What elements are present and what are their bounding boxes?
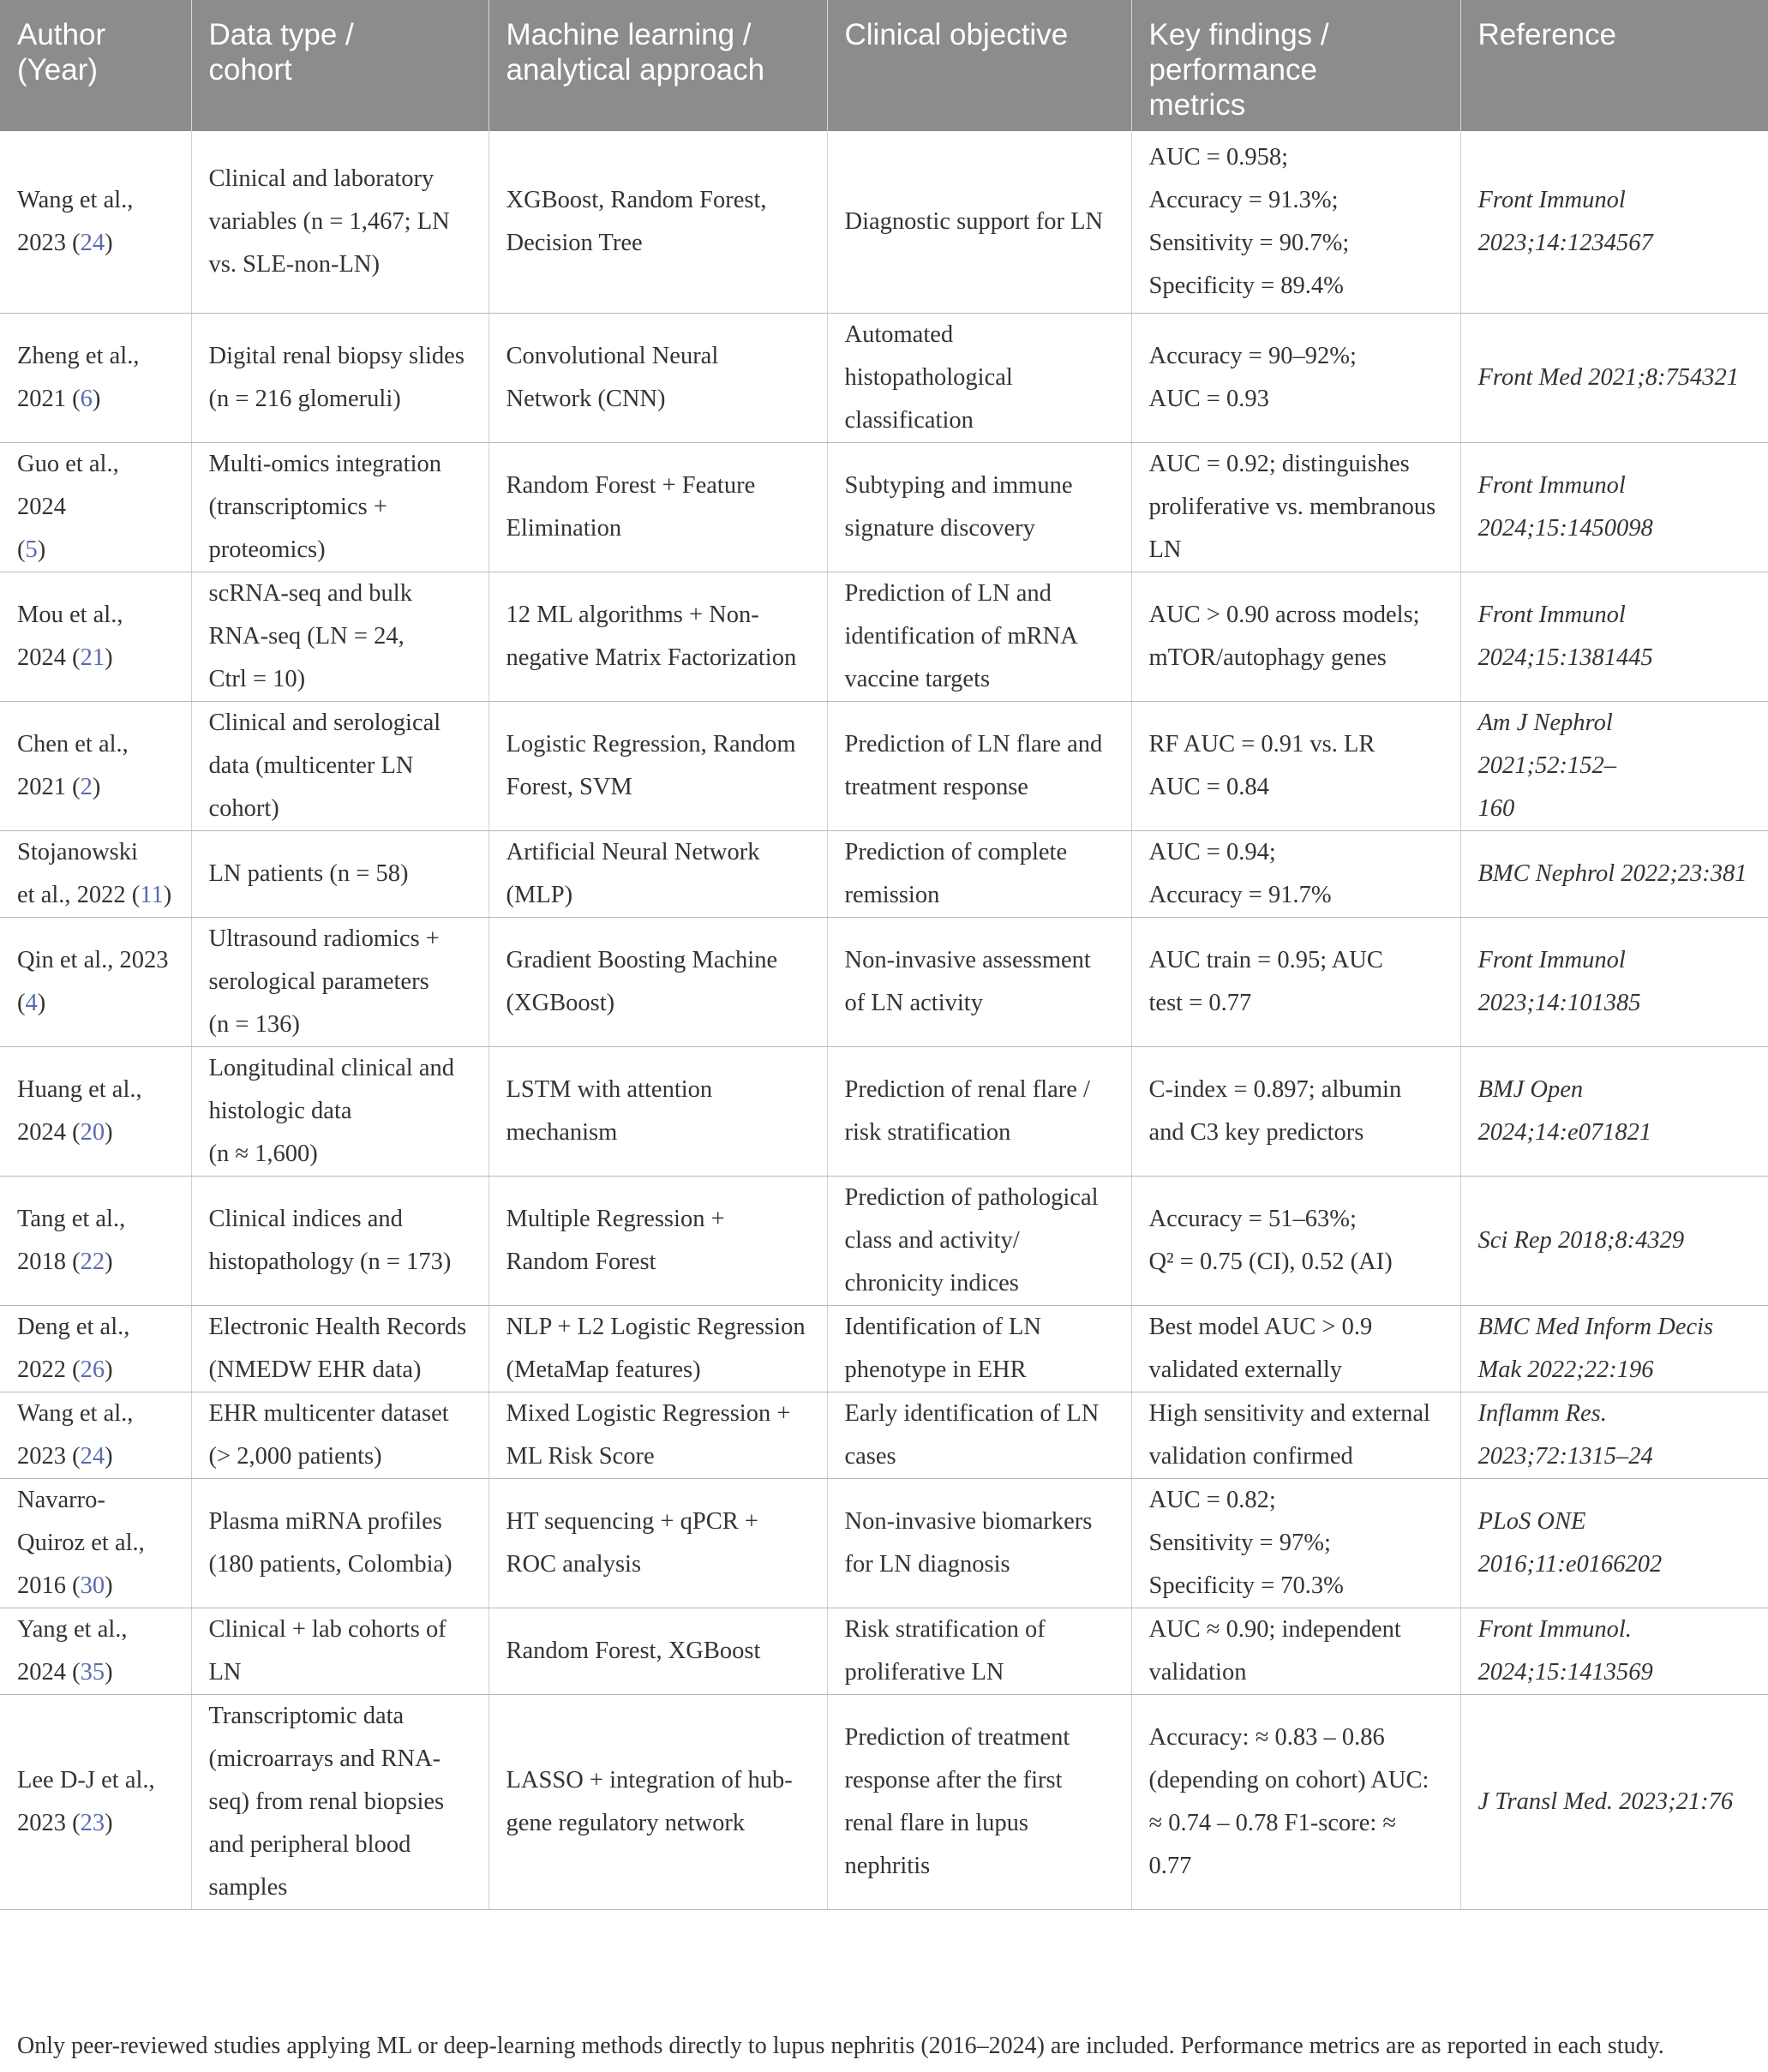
cell-data-type-text: Transcriptomic data (microarrays and RNA- seq) from renal biopsies and peripheral blood samples <box>208 1702 445 1901</box>
cell-reference-text: Front Immunol. 2024;15:1413569 <box>1477 1615 1653 1686</box>
citation-close-paren: ) <box>105 1248 113 1275</box>
cell-reference-text: Inflamm Res. 2023;72:1315–24 <box>1477 1399 1653 1470</box>
cell-clinical-objective <box>827 1305 1131 1392</box>
author-text: Stojanowski et al., 2022 ( <box>17 838 141 908</box>
citation-close-paren: ) <box>92 385 101 412</box>
table-row <box>0 830 1768 917</box>
cell-reference <box>1460 313 1768 442</box>
citation-close-paren: ) <box>105 1356 113 1383</box>
cell-data-type <box>191 1478 488 1608</box>
cell-data-type <box>191 572 488 701</box>
cell-data-type <box>191 1305 488 1392</box>
citation-close-paren: ) <box>105 229 113 256</box>
author-text: Lee D-J et al., 2023 ( <box>17 1766 155 1836</box>
cell-data-type <box>191 701 488 830</box>
table-footnote: Only peer-reviewed studies applying ML or deep-learning methods directly to lupus nephritis (2016–2024) are included. Performance metrics are as reported in each study. <box>17 2033 1664 2059</box>
cell-key-findings <box>1131 572 1460 701</box>
header-reference: Reference <box>1460 0 1768 131</box>
cell-data-type <box>191 1176 488 1305</box>
cell-data-type-text: Clinical indices and histopathology (n = 173) <box>208 1205 452 1275</box>
table-row <box>0 313 1768 442</box>
cell-data-type <box>191 131 488 313</box>
cell-ml-approach-text: HT sequencing + qPCR + ROC analysis <box>506 1507 758 1578</box>
cell-author <box>0 1694 191 1909</box>
cell-key-findings <box>1131 1608 1460 1694</box>
cell-key-findings <box>1131 1046 1460 1176</box>
author-text: Tang et al., 2018 ( <box>17 1205 126 1275</box>
header-clinical-objective: Clinical objective <box>827 0 1131 131</box>
cell-reference-text: BMJ Open 2024;14:e071821 <box>1477 1075 1652 1146</box>
cell-key-findings-text: Best model AUC > 0.9 validated externally <box>1148 1313 1373 1383</box>
cell-ml-approach-text: Random Forest + Feature Elimination <box>506 471 756 542</box>
cell-clinical-objective <box>827 917 1131 1046</box>
cell-author <box>0 442 191 572</box>
citation-link[interactable]: 24 <box>80 229 105 256</box>
cell-key-findings <box>1131 313 1460 442</box>
citation-close-paren: ) <box>105 1809 113 1836</box>
cell-reference-text: J Transl Med. 2023;21:76 <box>1477 1788 1734 1815</box>
citation-link[interactable]: 30 <box>80 1572 105 1599</box>
citation-close-paren: ) <box>105 1118 113 1146</box>
table-row <box>0 442 1768 572</box>
cell-reference-text: Front Immunol 2024;15:1450098 <box>1477 471 1653 542</box>
table-row <box>0 572 1768 701</box>
cell-reference <box>1460 830 1768 917</box>
cell-data-type <box>191 442 488 572</box>
cell-ml-approach-text: NLP + L2 Logistic Regression (MetaMap features) <box>506 1313 806 1383</box>
cell-author <box>0 1608 191 1694</box>
cell-data-type-text: Plasma miRNA profiles (180 patients, Colombia) <box>208 1507 452 1578</box>
citation-link[interactable]: 11 <box>140 881 164 908</box>
cell-key-findings-text: AUC ≈ 0.90; independent validation <box>1148 1615 1401 1686</box>
cell-reference-text: PLoS ONE 2016;11:e0166202 <box>1477 1507 1663 1578</box>
cell-author <box>0 1392 191 1478</box>
cell-reference-text: BMC Nephrol 2022;23:381 <box>1477 859 1747 887</box>
cell-clinical-objective <box>827 1176 1131 1305</box>
cell-data-type-text: scRNA-seq and bulk RNA-seq (LN = 24, Ctrl = 10) <box>208 579 412 692</box>
cell-data-type <box>191 313 488 442</box>
author-text: Wang et al., 2023 ( <box>17 186 134 256</box>
cell-clinical-objective-text: Prediction of treatment response after the first renal flare in lupus nephritis <box>844 1723 1070 1879</box>
cell-reference <box>1460 131 1768 313</box>
cell-ml-approach-text: Gradient Boosting Machine (XGBoost) <box>506 946 778 1016</box>
citation-close-paren: ) <box>105 644 113 671</box>
cell-key-findings <box>1131 917 1460 1046</box>
cell-clinical-objective-text: Prediction of LN flare and treatment response <box>844 730 1103 800</box>
table-body <box>0 131 1768 1909</box>
author-text: Yang et al., 2024 ( <box>17 1615 128 1686</box>
cell-reference-text: Front Immunol 2023;14:1234567 <box>1477 186 1653 256</box>
author-text: Deng et al., 2022 ( <box>17 1313 130 1383</box>
cell-clinical-objective-text: Subtyping and immune signature discovery <box>844 471 1073 542</box>
citation-link[interactable]: 4 <box>25 989 38 1016</box>
cell-key-findings <box>1131 442 1460 572</box>
cell-author <box>0 131 191 313</box>
cell-data-type-text: Longitudinal clinical and histologic data (n ≈ 1,600) <box>208 1054 455 1167</box>
cell-clinical-objective-text: Risk stratification of proliferative LN <box>844 1615 1046 1686</box>
header-row <box>0 0 1768 131</box>
cell-ml-approach <box>488 1305 827 1392</box>
cell-key-findings-text: AUC > 0.90 across models; mTOR/autophagy genes <box>1148 601 1420 671</box>
cell-clinical-objective-text: Prediction of renal flare / risk stratification <box>844 1075 1090 1146</box>
author-text: Navarro- Quiroz et al., 2016 ( <box>17 1486 145 1599</box>
cell-reference <box>1460 1176 1768 1305</box>
cell-ml-approach-text: Multiple Regression + Random Forest <box>506 1205 725 1275</box>
cell-reference <box>1460 1305 1768 1392</box>
cell-reference <box>1460 1608 1768 1694</box>
cell-reference <box>1460 442 1768 572</box>
cell-data-type <box>191 830 488 917</box>
header-data-type: Data type / cohort <box>191 0 488 131</box>
cell-key-findings-text: C-index = 0.897; albumin and C3 key predictors <box>1148 1075 1402 1146</box>
citation-link[interactable]: 26 <box>80 1356 105 1383</box>
cell-key-findings-text: High sensitivity and external validation confirmed <box>1148 1399 1430 1470</box>
cell-reference-text: Front Immunol 2023;14:101385 <box>1477 946 1641 1016</box>
cell-clinical-objective-text: Early identification of LN cases <box>844 1399 1100 1470</box>
cell-key-findings-text: Accuracy = 90–92%; AUC = 0.93 <box>1148 342 1357 412</box>
cell-reference <box>1460 701 1768 830</box>
citation-link[interactable]: 6 <box>80 385 93 412</box>
cell-ml-approach <box>488 830 827 917</box>
citation-close-paren: ) <box>105 1572 113 1599</box>
cell-reference <box>1460 1694 1768 1909</box>
citation-link[interactable]: 35 <box>80 1658 105 1686</box>
citation-link[interactable]: 2 <box>80 773 93 800</box>
cell-data-type <box>191 917 488 1046</box>
cell-data-type <box>191 1694 488 1909</box>
header-author: Author (Year) <box>0 0 191 131</box>
cell-data-type <box>191 1046 488 1176</box>
cell-ml-approach <box>488 1046 827 1176</box>
cell-author <box>0 572 191 701</box>
cell-clinical-objective <box>827 131 1131 313</box>
cell-data-type-text: Electronic Health Records (NMEDW EHR data) <box>208 1313 467 1383</box>
table-row <box>0 1176 1768 1305</box>
cell-clinical-objective <box>827 1392 1131 1478</box>
table-header <box>0 0 1768 131</box>
cell-data-type-text: Ultrasound radiomics + serological parameters (n = 136) <box>208 925 440 1038</box>
cell-clinical-objective-text: Non-invasive biomarkers for LN diagnosis <box>844 1507 1093 1578</box>
cell-clinical-objective-text: Non-invasive assessment of LN activity <box>844 946 1091 1016</box>
cell-key-findings-text: AUC = 0.92; distinguishes proliferative vs. membranous LN <box>1148 450 1436 563</box>
cell-data-type <box>191 1392 488 1478</box>
cell-reference <box>1460 572 1768 701</box>
citation-link[interactable]: 21 <box>80 644 105 671</box>
cell-author <box>0 917 191 1046</box>
table-row <box>0 701 1768 830</box>
cell-reference <box>1460 1478 1768 1608</box>
citation-close-paren: ) <box>37 536 46 563</box>
cell-key-findings-text: AUC train = 0.95; AUC test = 0.77 <box>1148 946 1383 1016</box>
author-text: Chen et al., 2021 ( <box>17 730 129 800</box>
table-row <box>0 917 1768 1046</box>
cell-key-findings-text: Accuracy = 51–63%; Q² = 0.75 (CI), 0.52 (AI) <box>1148 1205 1393 1275</box>
author-text: Guo et al., 2024 ( <box>17 450 119 563</box>
cell-key-findings-text: Accuracy: ≈ 0.83 – 0.86 (depending on cohort) AUC: ≈ 0.74 – 0.78 F1-score: ≈ 0.77 <box>1148 1723 1429 1879</box>
cell-reference-text: Am J Nephrol 2021;52:152– 160 <box>1477 709 1616 822</box>
cell-clinical-objective-text: Prediction of complete remission <box>844 838 1068 908</box>
cell-author <box>0 1478 191 1608</box>
author-text: Zheng et al., 2021 ( <box>17 342 140 412</box>
cell-author <box>0 1046 191 1176</box>
cell-data-type-text: Clinical + lab cohorts of LN <box>208 1615 446 1686</box>
cell-key-findings <box>1131 131 1460 313</box>
cell-ml-approach <box>488 313 827 442</box>
cell-key-findings <box>1131 830 1460 917</box>
cell-clinical-objective-text: Prediction of pathological class and activity/ chronicity indices <box>844 1183 1099 1296</box>
cell-ml-approach-text: LASSO + integration of hub- gene regulatory network <box>506 1766 793 1836</box>
cell-author <box>0 313 191 442</box>
cell-key-findings <box>1131 1392 1460 1478</box>
citation-link[interactable]: 23 <box>80 1809 105 1836</box>
citation-close-paren: ) <box>37 989 46 1016</box>
cell-ml-approach <box>488 572 827 701</box>
citation-close-paren: ) <box>163 881 172 908</box>
cell-clinical-objective <box>827 313 1131 442</box>
cell-data-type <box>191 1608 488 1694</box>
cell-clinical-objective <box>827 701 1131 830</box>
cell-reference-text: Front Immunol 2024;15:1381445 <box>1477 601 1653 671</box>
cell-ml-approach-text: XGBoost, Random Forest, Decision Tree <box>506 186 767 256</box>
cell-key-findings <box>1131 1694 1460 1909</box>
cell-clinical-objective <box>827 1046 1131 1176</box>
table-row <box>0 131 1768 313</box>
cell-clinical-objective <box>827 830 1131 917</box>
header-key-findings: Key findings / performance metrics <box>1131 0 1460 131</box>
cell-key-findings-text: AUC = 0.958; Accuracy = 91.3%; Sensitivity = 90.7%; Specificity = 89.4% <box>1148 143 1350 299</box>
cell-author <box>0 1305 191 1392</box>
cell-clinical-objective-text: Prediction of LN and identification of mRNA vaccine targets <box>844 579 1078 692</box>
cell-ml-approach-text: Convolutional Neural Network (CNN) <box>506 342 719 412</box>
table-row <box>0 1608 1768 1694</box>
citation-close-paren: ) <box>105 1442 113 1470</box>
citation-close-paren: ) <box>92 773 101 800</box>
table-row <box>0 1046 1768 1176</box>
cell-ml-approach-text: 12 ML algorithms + Non- negative Matrix Factorization <box>506 601 797 671</box>
author-text: Wang et al., 2023 ( <box>17 1399 134 1470</box>
cell-ml-approach <box>488 1694 827 1909</box>
cell-data-type-text: Digital renal biopsy slides (n = 216 glomeruli) <box>208 342 464 412</box>
header-ml-approach: Machine learning / analytical approach <box>488 0 827 131</box>
cell-ml-approach <box>488 131 827 313</box>
cell-reference <box>1460 917 1768 1046</box>
cell-key-findings-text: AUC = 0.94; Accuracy = 91.7% <box>1148 838 1332 908</box>
table-row <box>0 1305 1768 1392</box>
cell-data-type-text: LN patients (n = 58) <box>208 859 409 887</box>
table-row <box>0 1694 1768 1909</box>
cell-ml-approach <box>488 917 827 1046</box>
cell-key-findings <box>1131 1305 1460 1392</box>
cell-key-findings <box>1131 701 1460 830</box>
cell-ml-approach <box>488 442 827 572</box>
cell-reference-text: BMC Med Inform Decis Mak 2022;22:196 <box>1477 1313 1714 1383</box>
table-row <box>0 1478 1768 1608</box>
cell-reference-text: Sci Rep 2018;8:4329 <box>1477 1226 1685 1254</box>
citation-link[interactable]: 24 <box>80 1442 105 1470</box>
cell-data-type-text: EHR multicenter dataset (> 2,000 patients) <box>208 1399 449 1470</box>
cell-ml-approach <box>488 1392 827 1478</box>
cell-ml-approach <box>488 1176 827 1305</box>
cell-ml-approach-text: Logistic Regression, Random Forest, SVM <box>506 730 796 800</box>
cell-key-findings <box>1131 1176 1460 1305</box>
cell-reference <box>1460 1046 1768 1176</box>
cell-clinical-objective <box>827 1478 1131 1608</box>
cell-clinical-objective-text: Diagnostic support for LN <box>844 207 1104 235</box>
cell-author <box>0 701 191 830</box>
cell-data-type-text: Multi-omics integration (transcriptomics + proteomics) <box>208 450 442 563</box>
cell-ml-approach-text: Random Forest, XGBoost <box>506 1637 761 1664</box>
citation-link[interactable]: 22 <box>80 1248 105 1275</box>
cell-ml-approach <box>488 701 827 830</box>
cell-author <box>0 830 191 917</box>
cell-clinical-objective-text: Identification of LN phenotype in EHR <box>844 1313 1042 1383</box>
cell-ml-approach-text: LSTM with attention mechanism <box>506 1075 713 1146</box>
cell-key-findings-text: AUC = 0.82; Sensitivity = 97%; Specificity = 70.3% <box>1148 1486 1344 1599</box>
cell-reference <box>1460 1392 1768 1478</box>
citation-link[interactable]: 20 <box>80 1118 105 1146</box>
cell-key-findings-text: RF AUC = 0.91 vs. LR AUC = 0.84 <box>1148 730 1375 800</box>
cell-clinical-objective <box>827 1694 1131 1909</box>
table-row <box>0 1392 1768 1478</box>
citation-link[interactable]: 5 <box>25 536 38 563</box>
cell-ml-approach-text: Artificial Neural Network (MLP) <box>506 838 760 908</box>
cell-key-findings <box>1131 1478 1460 1608</box>
cell-ml-approach <box>488 1478 827 1608</box>
cell-clinical-objective-text: Automated histopathological classification <box>844 320 1013 434</box>
citation-close-paren: ) <box>105 1658 113 1686</box>
cell-clinical-objective <box>827 442 1131 572</box>
author-text: Huang et al., 2024 ( <box>17 1075 142 1146</box>
author-text: Mou et al., 2024 ( <box>17 601 123 671</box>
cell-author <box>0 1176 191 1305</box>
cell-ml-approach <box>488 1608 827 1694</box>
cell-clinical-objective <box>827 572 1131 701</box>
cell-reference-text: Front Med 2021;8:754321 <box>1477 363 1739 391</box>
cell-ml-approach-text: Mixed Logistic Regression + ML Risk Score <box>506 1399 791 1470</box>
author-text: Qin et al., 2023 ( <box>17 946 169 1016</box>
cell-clinical-objective <box>827 1608 1131 1694</box>
cell-data-type-text: Clinical and serological data (multicenter LN cohort) <box>208 709 441 822</box>
cell-data-type-text: Clinical and laboratory variables (n = 1,467; LN vs. SLE-non-LN) <box>208 165 450 278</box>
